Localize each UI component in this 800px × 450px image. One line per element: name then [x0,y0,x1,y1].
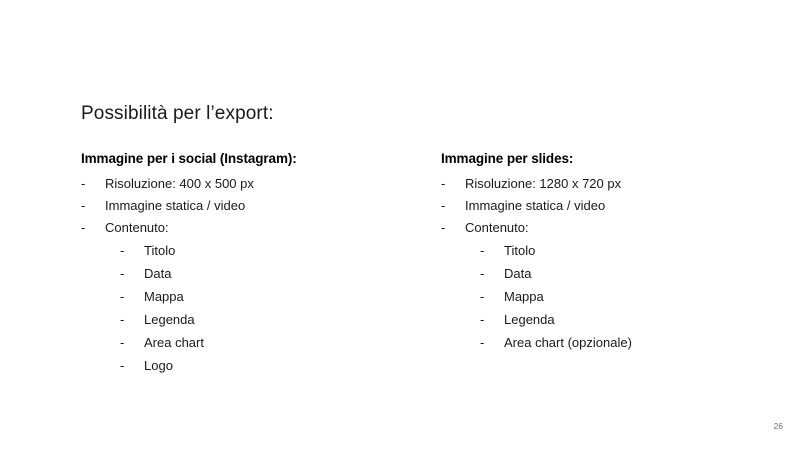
list-item-label: Contenuto: [105,220,169,235]
sublist-item [120,308,297,331]
dash-bullet-icon: - [480,289,485,304]
sublist-item [120,354,297,377]
sublist-item-label: Legenda [504,312,555,327]
sublist-item [120,262,297,285]
sublist-item-label: Area chart [144,335,204,350]
list-item-label: Contenuto: [465,220,529,235]
dash-bullet-icon: - [441,176,446,191]
sublist-item [480,239,632,262]
sublist-item-label: Area chart (opzionale) [504,335,632,350]
sublist-item-label: Titolo [144,243,176,258]
sublist-slides-contenuto [441,239,632,354]
sublist-item-label: Legenda [144,312,195,327]
dash-bullet-icon: - [120,312,125,327]
dash-bullet-icon: - [480,312,485,327]
list-item-label: Risoluzione: 400 x 500 px [105,176,254,191]
sublist-item [480,308,632,331]
content-column-social [81,151,297,377]
sublist-item [480,331,632,354]
dash-bullet-icon: - [120,358,125,373]
page-number: 26 [773,422,783,431]
sublist-item [480,285,632,308]
dash-bullet-icon: - [120,243,125,258]
content-column-slides [441,151,632,354]
dash-bullet-icon: - [480,243,485,258]
sublist-item [480,262,632,285]
column-heading-slides: Immagine per slides: [441,151,574,166]
sublist-item-label: Mappa [144,289,184,304]
dash-bullet-icon: - [480,335,485,350]
column-heading-social: Immagine per i social (Instagram): [81,151,297,166]
list-item-label: Immagine statica / video [465,198,606,213]
list-item [81,195,297,217]
sublist-item-label: Mappa [504,289,544,304]
list-item [441,217,632,239]
dash-bullet-icon: - [441,220,446,235]
dash-bullet-icon: - [81,176,86,191]
sublist-social-contenuto [81,239,297,377]
list-slides [441,173,632,239]
list-item [441,173,632,195]
sublist-item [120,285,297,308]
list-item-label: Immagine statica / video [105,198,246,213]
dash-bullet-icon: - [120,335,125,350]
sublist-item-label: Data [504,266,532,281]
dash-bullet-icon: - [480,266,485,281]
dash-bullet-icon: - [441,198,446,213]
dash-bullet-icon: - [81,198,86,213]
list-item [441,195,632,217]
list-item-label: Risoluzione: 1280 x 720 px [465,176,622,191]
sublist-item-label: Data [144,266,172,281]
dash-bullet-icon: - [81,220,86,235]
list-item [81,217,297,239]
sublist-item [120,331,297,354]
sublist-item [120,239,297,262]
list-item [81,173,297,195]
sublist-item-label: Logo [144,358,173,373]
sublist-item-label: Titolo [504,243,536,258]
dash-bullet-icon: - [120,289,125,304]
list-social [81,173,297,239]
dash-bullet-icon: - [120,266,125,281]
page-title: Possibilità per l’export: [81,103,274,124]
